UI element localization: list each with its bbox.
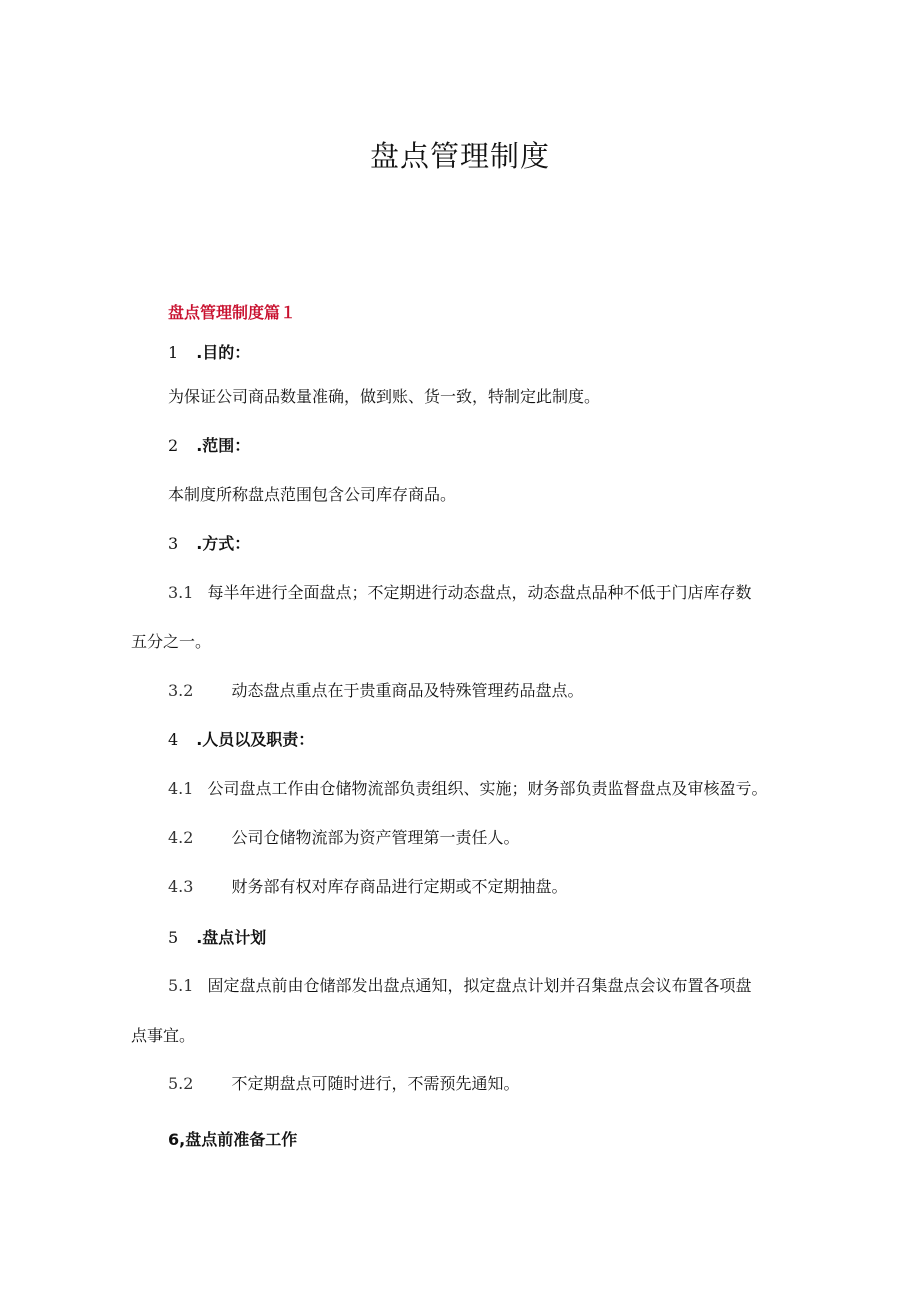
heading-label: .人员以及职责： — [196, 730, 315, 749]
clause-text: 不定期盘点可随时进行，不需预先通知。 — [231, 1074, 520, 1093]
paragraph-purpose: 为保证公司商品数量准确，做到账、货一致，特制定此制度。 — [168, 387, 601, 406]
clause-4-1 — [168, 778, 767, 800]
clause-number: 4.1 — [168, 779, 194, 798]
clause-text: 公司盘点工作由仓储物流部负责组织、实施；财务部负责监督盘点及审核盈亏。 — [207, 779, 768, 798]
heading-number: 1 — [168, 343, 179, 362]
clause-text: 公司仓储物流部为资产管理第一责任人。 — [231, 828, 520, 847]
clause-number: 4.2 — [168, 828, 194, 847]
clause-4-3 — [168, 876, 567, 898]
paragraph-scope: 本制度所称盘点范围包含公司库存商品。 — [168, 485, 457, 504]
heading-number: 5 — [168, 928, 179, 947]
clause-number: 3.1 — [168, 583, 194, 602]
heading-purpose — [168, 342, 250, 364]
clause-text: 财务部有权对库存商品进行定期或不定期抽盘。 — [231, 877, 568, 896]
clause-text: 动态盘点重点在于贵重商品及特殊管理药品盘点。 — [231, 681, 584, 700]
clause-5-1 — [168, 975, 751, 997]
clause-number: 5.2 — [168, 1074, 194, 1093]
heading-label: .盘点计划 — [196, 928, 267, 947]
heading-number: 3 — [168, 534, 179, 553]
document-title: 盘点管理制度 — [369, 139, 550, 173]
heading-preparation: 6,盘点前准备工作 — [168, 1130, 298, 1149]
clause-5-2 — [168, 1073, 519, 1095]
clause-3-2 — [168, 680, 583, 702]
heading-staff — [168, 729, 314, 751]
heading-label: .目的： — [196, 343, 251, 362]
clause-5-1-continuation: 点事宜。 — [131, 1026, 196, 1045]
heading-number: 2 — [168, 436, 179, 455]
clause-text: 每半年进行全面盘点；不定期进行动态盘点，动态盘点品种不低于门店库存数 — [207, 583, 752, 602]
heading-scope — [168, 435, 250, 457]
section-subheading: 盘点管理制度篇１ — [168, 303, 297, 322]
heading-method — [168, 533, 250, 555]
clause-number: 3.2 — [168, 681, 194, 700]
clause-3-1 — [168, 582, 751, 604]
heading-label: .范围： — [196, 436, 251, 455]
clause-3-1-continuation: 五分之一。 — [131, 632, 212, 651]
heading-plan — [168, 927, 266, 949]
clause-text: 固定盘点前由仓储部发出盘点通知，拟定盘点计划并召集盘点会议布置各项盘 — [207, 976, 752, 995]
clause-4-2 — [168, 827, 519, 849]
clause-number: 4.3 — [168, 877, 194, 896]
clause-number: 5.1 — [168, 976, 194, 995]
heading-number: 4 — [168, 730, 179, 749]
heading-label: .方式： — [196, 534, 251, 553]
